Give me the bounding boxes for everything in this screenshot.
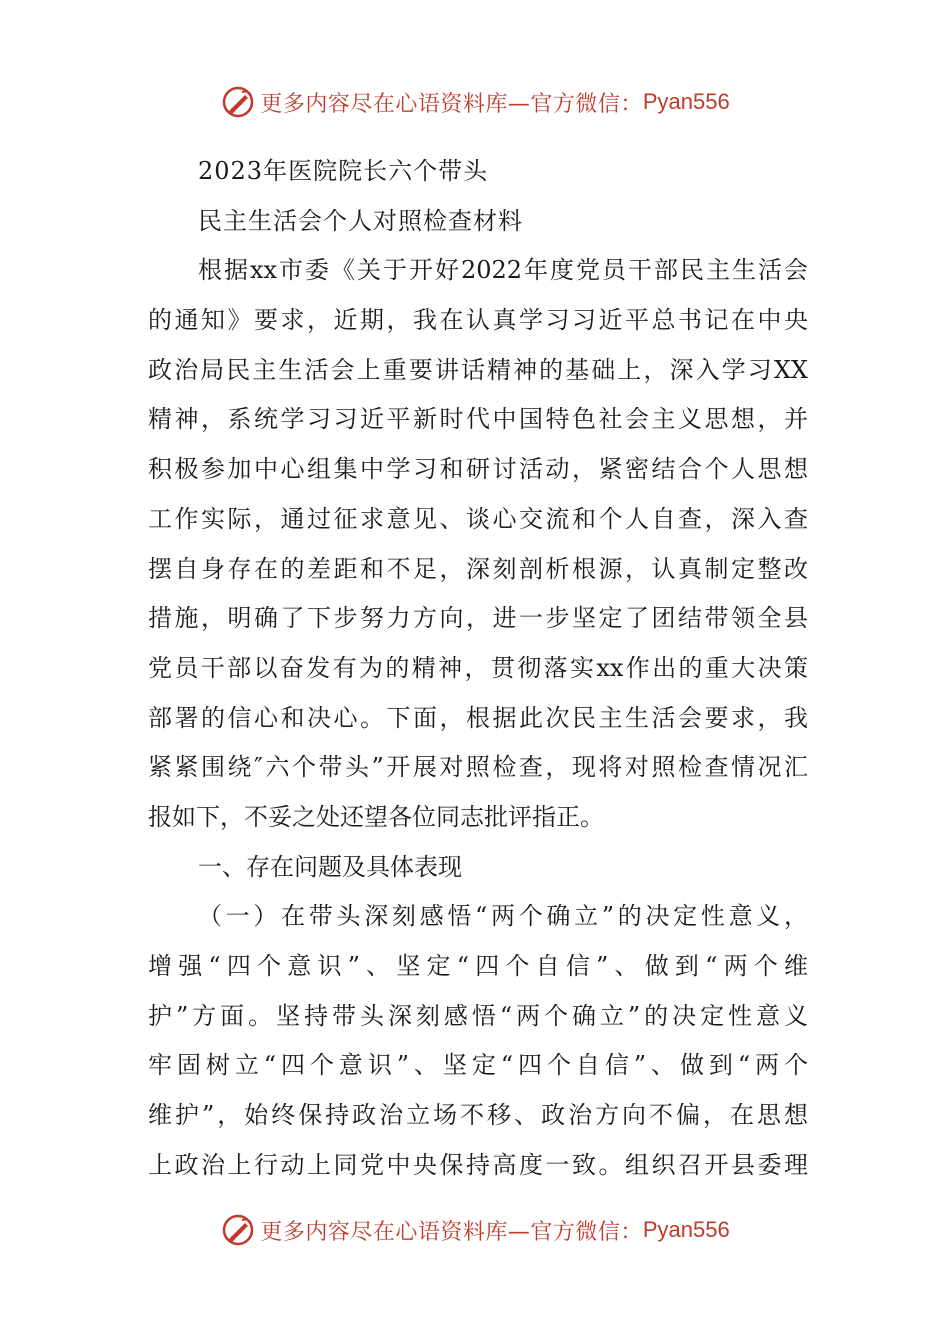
watermark-id: Pyan556 <box>642 1217 730 1242</box>
paragraph-line: 上政治上行动上同党中央保持高度一致。组织召开县委理 <box>148 1150 808 1179</box>
watermark-banner-top <box>0 82 950 122</box>
paragraph-line: 工作实际，通过征求意见、谈心交流和个人自查，深入查 <box>148 504 808 533</box>
paragraph-line: 措施，明确了下步努力方向，进一步坚定了团结带领全县 <box>148 604 808 633</box>
paragraph-line: 报如下，不妥之处还望各位同志批评指正。 <box>148 802 604 831</box>
paragraph-line: 维护”，始终保持政治立场不移、政治方向不偏，在思想 <box>148 1101 808 1130</box>
doc-title-line-2: 民主生活会个人对照检查材料 <box>198 206 523 235</box>
paragraph-line: 摆自身存在的差距和不足，深刻剖析根源，认真制定整改 <box>148 554 808 583</box>
watermark-banner-bottom <box>0 1210 950 1250</box>
paragraph-line: 政治局民主生活会上重要讲话精神的基础上，深入学习XX <box>148 355 808 384</box>
doc-title-line-1: 2023年医院院长六个带头 <box>198 157 489 185</box>
paragraph-line: 部署的信心和决心。下面，根据此次民主生活会要求，我 <box>148 703 808 732</box>
paragraph-line: 牢固树立“四个意识”、坚定“四个自信”、做到“两个 <box>148 1051 808 1080</box>
pen-logo-icon <box>220 84 256 120</box>
watermark-id: Pyan556 <box>642 89 730 114</box>
section-heading: 一、存在问题及具体表现 <box>198 852 462 881</box>
paragraph-line: 护”方面。坚持带头深刻感悟“两个确立”的决定性意义 <box>148 1001 808 1030</box>
paragraph-line: 紧紧围绕″六个带头”开展对照检查，现将对照检查情况汇 <box>148 753 808 782</box>
watermark-text: 更多内容尽在心语资料库—官方微信： <box>260 1219 643 1245</box>
paragraph-line: 的通知》要求，近期，我在认真学习习近平总书记在中央 <box>148 306 808 335</box>
paragraph-line: （一）在带头深刻感悟“两个确立”的决定性意义， <box>198 902 808 931</box>
paragraph-line: 积极参加中心组集中学习和研讨活动，紧密结合个人思想 <box>148 455 808 484</box>
paragraph-line: 党员干部以奋发有为的精神，贯彻落实xx作出的重大决策 <box>148 653 808 682</box>
pen-logo-icon <box>220 1212 256 1248</box>
paragraph-line: 精神，系统学习习近平新时代中国特色社会主义思想，并 <box>148 405 808 434</box>
watermark-text: 更多内容尽在心语资料库—官方微信： <box>260 91 643 117</box>
document-body <box>148 147 808 1190</box>
paragraph-line: 根据xx市委《关于开好2022年度党员干部民主生活会 <box>198 256 808 285</box>
paragraph-line: 增强“四个意识”、坚定“四个自信”、做到“两个维 <box>148 952 808 980</box>
